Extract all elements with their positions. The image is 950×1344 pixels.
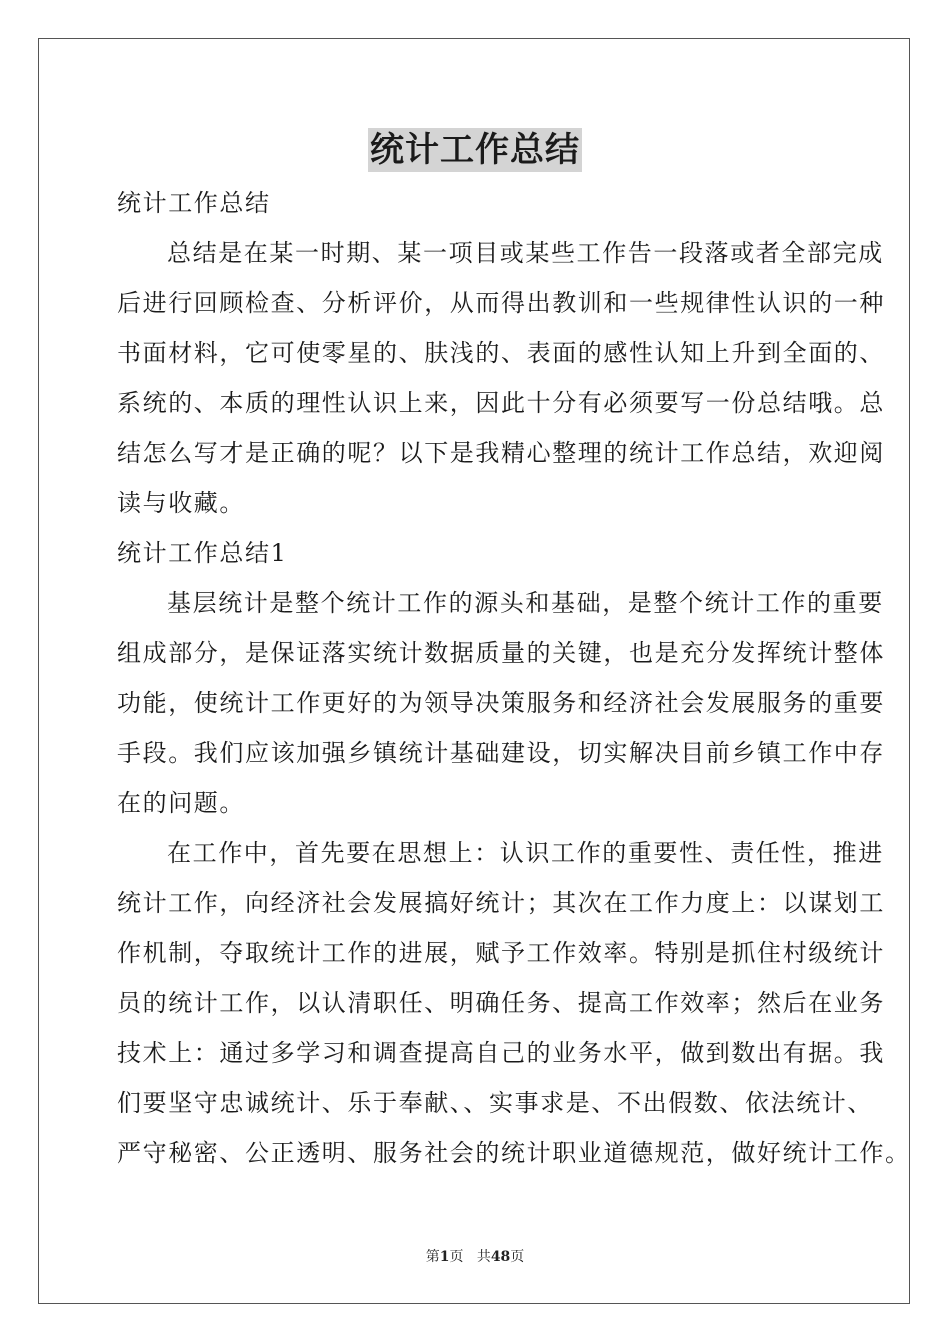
intro-paragraph xyxy=(117,228,885,528)
page-total: 48 xyxy=(490,1249,511,1265)
page-suffix: 页 xyxy=(449,1249,464,1265)
page-current: 1 xyxy=(439,1249,450,1265)
text-line: 作机制，夺取统计工作的进展，赋予工作效率。特别是抓住村级统计 xyxy=(117,939,885,967)
text-line: 统计工作，向经济社会发展搞好统计；其次在工作力度上：以谋划工 xyxy=(117,889,885,917)
total-suffix: 页 xyxy=(510,1249,525,1265)
text-line: 技术上：通过多学习和调查提高自己的业务水平，做到数出有据。我 xyxy=(117,1039,885,1067)
document-title: 统计工作总结 xyxy=(370,130,580,170)
text-line: 员的统计工作，以认清职任、明确任务、提高工作效率；然后在业务 xyxy=(117,989,885,1017)
text-line: 读与收藏。 xyxy=(117,489,245,517)
section-heading: 统计工作总结1 xyxy=(117,539,288,567)
paragraph-1 xyxy=(117,578,885,828)
text-line: 在的问题。 xyxy=(117,789,245,817)
text-line: 总结是在某一时期、某一项目或某些工作告一段落或者全部完成 xyxy=(167,239,884,267)
text-line: 后进行回顾检查、分析评价，从而得出教训和一些规律性认识的一种 xyxy=(117,289,885,317)
text-line: 基层统计是整个统计工作的源头和基础，是整个统计工作的重要 xyxy=(167,589,884,617)
text-line: 严守秘密、公正透明、服务社会的统计职业道德规范，做好统计工作。 xyxy=(117,1139,911,1167)
text-line: 们要坚守忠诚统计、乐于奉献、、实事求是、不出假数、依法统计、 xyxy=(117,1089,873,1117)
document-body xyxy=(117,178,911,1178)
text-line: 手段。我们应该加强乡镇统计基础建设，切实解决目前乡镇工作中存 xyxy=(117,739,885,767)
text-line: 书面材料，它可使零星的、肤浅的、表面的感性认知上升到全面的、 xyxy=(117,339,885,367)
paragraph-2 xyxy=(117,828,911,1178)
text-line: 功能，使统计工作更好的为领导决策服务和经济社会发展服务的重要 xyxy=(117,689,885,717)
text-line: 系统的、本质的理性认识上来，因此十分有必须要写一份总结哦。总 xyxy=(117,389,885,417)
text-line: 在工作中，首先要在思想上：认识工作的重要性、责任性，推进 xyxy=(167,839,884,867)
page-footer xyxy=(0,1246,950,1266)
text-line: 组成部分，是保证落实统计数据质量的关键，也是充分发挥统计整体 xyxy=(117,639,885,667)
page-prefix: 第 xyxy=(425,1249,440,1265)
title-container xyxy=(0,128,950,172)
total-prefix: 共 xyxy=(476,1249,491,1265)
subtitle: 统计工作总结 xyxy=(117,189,271,217)
text-line: 结怎么写才是正确的呢？以下是我精心整理的统计工作总结，欢迎阅 xyxy=(117,439,885,467)
